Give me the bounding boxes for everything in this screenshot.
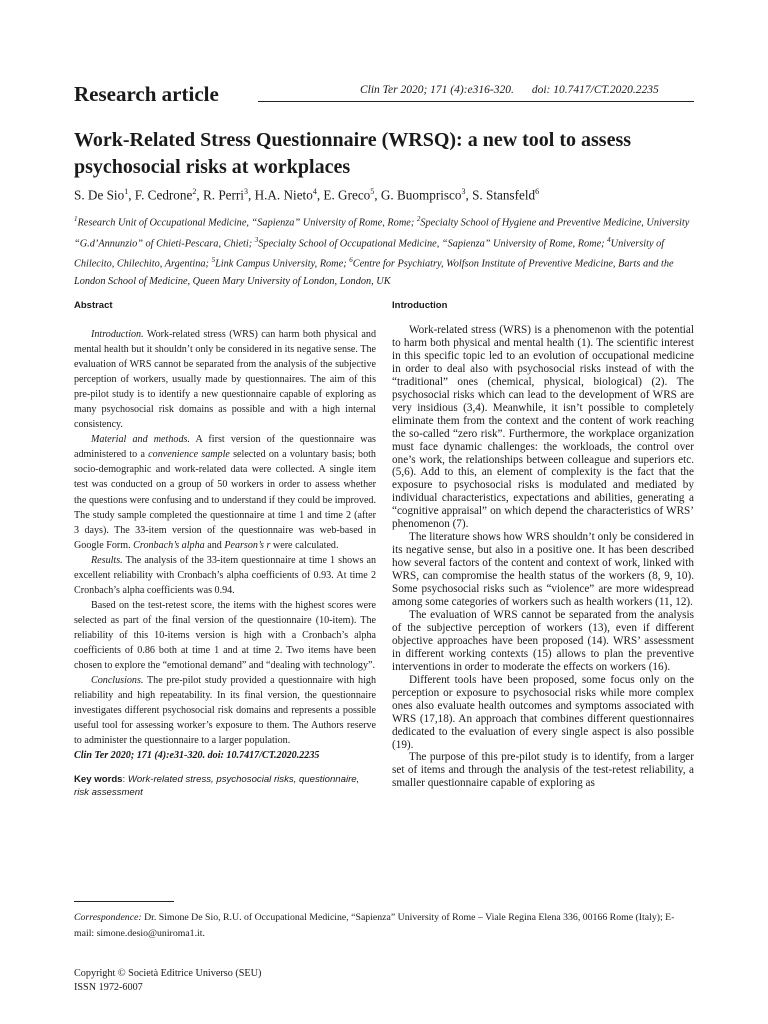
abstract-label: Results. <box>91 554 123 566</box>
keywords-text: Work-related stress, psychosocial risks, questionnaire, risk assessment <box>74 774 360 798</box>
author-list: S. De Sio$^1$, F. Cedrone$^2$, R. Perri$^3$, H.A. Nieto$^4$, E. Greco$^5$, G. Buomprisco$^3$, S. Stansfeld$^6$ <box>74 187 540 203</box>
affiliation: University of Chilecito, Chilechito, Argentina; <box>74 238 665 270</box>
article-title: Work-Related Stress Questionnaire (WRSQ): a new tool to assess psychosocial risks at workplaces <box>74 129 632 178</box>
abstract-label: Introduction. <box>91 329 144 340</box>
paragraph: The purpose of this pre-pilot study is to identify, from a larger set of items and through the analysis of the test-retest reliability, a smaller questionnaire capable of exploring as <box>392 751 694 790</box>
author: F. Cedrone <box>134 187 193 203</box>
introduction-heading: Introduction <box>392 300 448 311</box>
author-affiliation-mark: 4 <box>312 187 317 196</box>
affiliations <box>74 211 704 290</box>
affiliation: Research Unit of Occupational Medicine, “Sapienza” University of Rome, Rome; <box>77 217 417 229</box>
author-affiliation-mark: 2 <box>192 187 197 196</box>
abstract-introduction: Introduction. Work-related stress (WRS) can harm both physical and mental health but it shouldn’t only be considered in its negative sense. The evaluation of WRS cannot be separated from the analysis of the subjective perception of workers, usually made by questionnaires. The aim of this pre-pilot study is to identify a new questionnaire capable of exploring as many psychosocial risk domains as possible and with a high internal consistency. <box>74 329 376 431</box>
affiliation: Link Campus University, Rome; <box>215 258 350 270</box>
author-affiliation-mark: 1 <box>124 187 129 196</box>
abstract-label: Material and methods. <box>91 434 190 446</box>
article-doi[interactable]: doi: 10.7417/CT.2020.2235 <box>531 84 659 96</box>
header-divider <box>258 101 694 102</box>
author: H.A. Nieto <box>254 187 313 203</box>
copyright-block <box>74 967 261 995</box>
author: S. De Sio <box>74 187 125 203</box>
abstract-conclusions: Conclusions. The pre-pilot study provided a questionnaire with high reliability and high repeatability. In its final version, the questionnaire investigates different psychosocial risk domains and represents a possible useful tool for assessing worker’s exposure to them. The Authors reserve to administer the questionnaire to a larger population. <box>74 675 376 747</box>
correspondence-label: Correspondence: <box>74 912 142 923</box>
footnote-divider <box>74 901 174 902</box>
journal-issue: Clin Ter 2020; 171 (4):e316-320. <box>360 84 514 96</box>
copyright-line: Copyright © Società Editrice Universo (SEU) <box>74 968 262 979</box>
correspondence-footnote <box>74 910 694 941</box>
author-affiliation-mark: 3 <box>461 187 466 196</box>
author-affiliation-mark: 6 <box>535 187 540 196</box>
abstract-methods: Material and methods. A first version of the questionnaire was administered to a convenience sample selected on a voluntary basis; both socio-demographic and work-related data were collected. A single item test was conducted on a group of 50 workers in order to assess whether the questions were confusing and to understand if they could be improved. The study sample completed the questionnaire at time 1 and time 2 (after 3 days). The 33-item version of the questionnaire was web-based in Google Form. Cronbach’s alpha and Pearson’s r were calculated. <box>74 434 376 551</box>
author-affiliation-mark: 5 <box>370 187 375 196</box>
affiliation-number: 1 <box>74 215 78 223</box>
paragraph: Work-related stress (WRS) is a phenomenon with the potential to harm both physical and mental health (1). The scientific interest in this specific topic led to an evolution of occupational medicine in order to deal also with psychosocial risks instead of with the “traditional” ones (chemical, physical, biological) (2). The psychosocial risks which can lead to the development of WRS are very insidious (3,4). Meanwhile, it isn’t possible to completely eliminate them from the context and the content of work reaching the so-called “zero risk”. Furthermore, the workplace organization must face dynamic challenges: the workloads, the control over one’s work, the relationships between colleague and superiors etc. (5,6). Add to this, an element of complexity is the fact that the exposure to psychosocial risks is modulated and mediated by individual characteristics, expectations and abilities, generating a “cognitive appraisal” on which depend the characteristics of WRS’ phenomenon (7). <box>392 324 694 531</box>
abstract-body <box>74 327 376 763</box>
affiliation-number: 2 <box>416 215 421 223</box>
introduction-body <box>392 324 694 790</box>
author-affiliation-mark: 3 <box>243 187 248 196</box>
paragraph: Different tools have been proposed, some focus only on the perception or exposure to psychosocial risks while more complex ones also evaluate health outcomes and symptoms associated with WRS (17,18). An approach that combines different questionnaires dedicated to the evaluation of every single aspect is also possible (19). <box>392 673 694 751</box>
author: R. Perri <box>202 187 244 203</box>
author: E. Greco <box>323 187 371 203</box>
affiliation: Specialty School of Hygiene and Preventive Medicine, University “G.d’Annunzio” of Chieti-Pescara, Chieti; <box>74 217 690 250</box>
affiliation-number: 6 <box>349 256 353 265</box>
affiliation-number: 5 <box>211 256 216 265</box>
author: G. Buomprisco <box>380 187 462 203</box>
abstract-citation: Clin Ter 2020; 171 (4):e31-320. doi: 10.7417/CT.2020.2235 <box>74 750 320 762</box>
affiliation-number: 3 <box>254 235 259 244</box>
abstract-heading: Abstract <box>74 300 113 311</box>
issn-line: ISSN 1972-6007 <box>74 982 143 993</box>
author: S. Stansfeld <box>472 187 536 203</box>
abstract-results: Results. The analysis of the 33-item questionnaire at time 1 shows an excellent reliability with Cronbach’s alpha coefficients of 0.93. At time 2 Cronbach’s alpha coefficients was 0.94. <box>74 554 376 596</box>
paragraph: The evaluation of WRS cannot be separated from the analysis of the subjective perception of workers (13), even if different objective approaches have been proposed (14). WRS’ assessment in different working contexts (15) allows to plan the preventive interventions in order to moderate the effects on workers (16). <box>392 608 694 673</box>
abstract-results-continued: Based on the test-retest score, the items with the highest scores were selected as part of the final version of the questionnaire (10-item). The reliability of this 10-items version is high with a Cronbach’s alpha coefficients of 0.86 both at time 1 and at time 2. Two items have been chosen to explore the “emotional demand” and “dealing with technology”. <box>74 599 376 672</box>
correspondence-text: Dr. Simone De Sio, R.U. of Occupational Medicine, “Sapienza” University of Rome – Viale Regina Elena 336, 00166 Rome (Italy); E-mail: simone.desio@uniroma1.it. <box>74 912 675 939</box>
journal-citation <box>360 84 659 96</box>
paragraph: The literature shows how WRS shouldn’t only be considered in its negative sense, but also in a positive one. It has been described how several factors of the content and context of work, linked with WRS, can compromise the health status of the workers (8, 9, 10). Some psychosocial risks such as “violence” are more widespread among some categories of workers such as health workers (11, 12). <box>392 531 694 609</box>
affiliation: Specialty School of Occupational Medicine, “Sapienza” University of Rome, Rome; <box>258 238 608 250</box>
article-type-label: Research article <box>74 82 219 106</box>
abstract-label: Conclusions. <box>91 675 144 687</box>
keywords-label: Key words <box>74 774 123 785</box>
keywords: Key words: Work-related stress, psychosocial risks, questionnaire, risk assessment <box>74 774 360 798</box>
affiliation-number: 4 <box>607 235 611 244</box>
affiliation: Centre for Psychiatry, Wolfson Institute of Preventive Medicine, Barts and the London School of Medicine, Queen Mary University of London, London, UK <box>74 258 674 287</box>
